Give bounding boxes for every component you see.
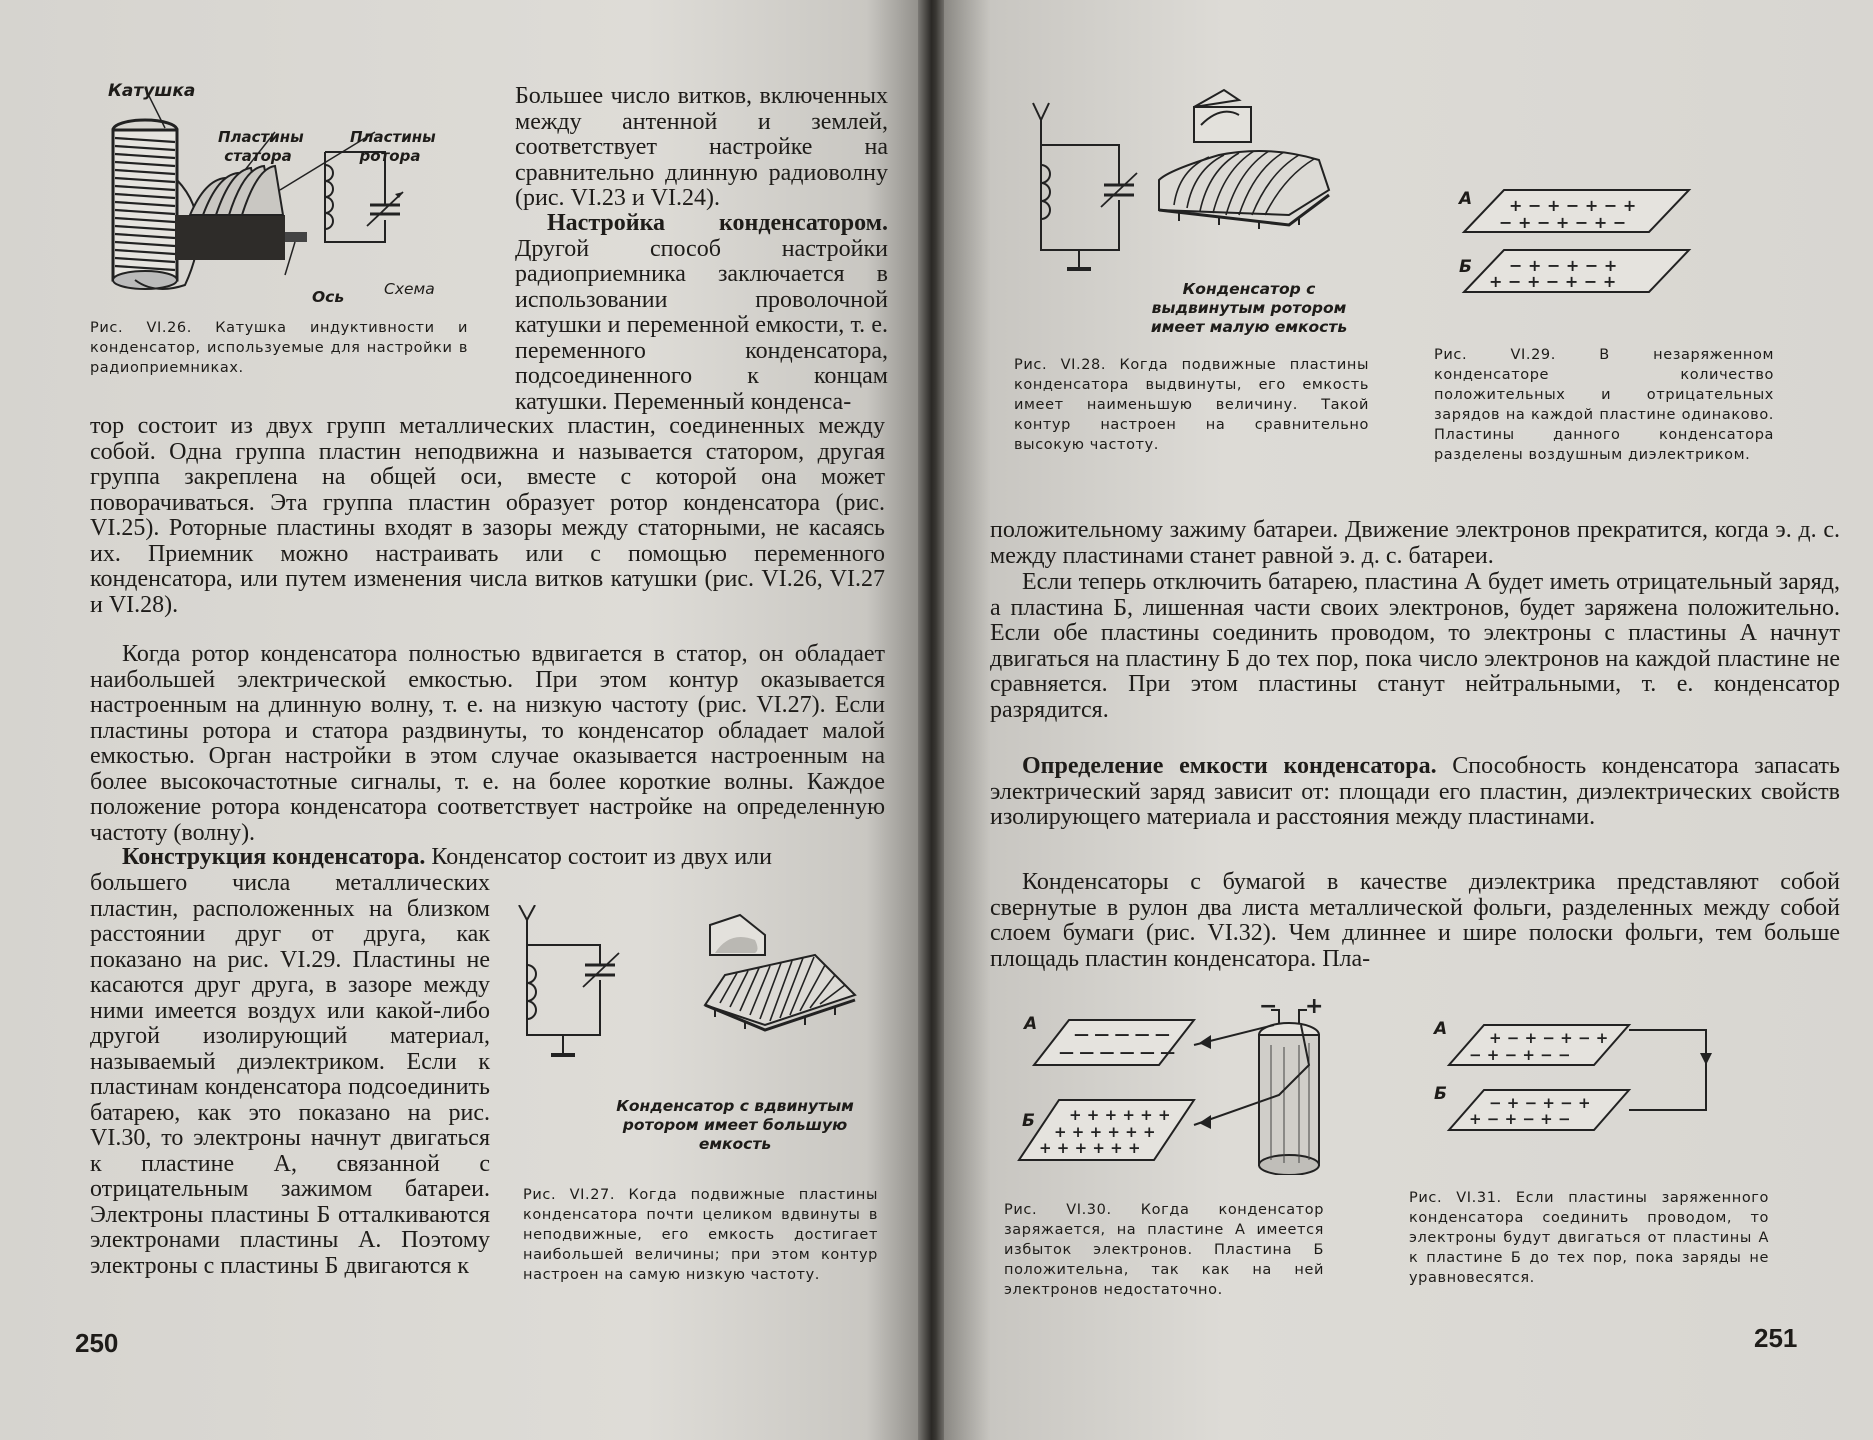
fig27-label: Конденсатор с вдвинутым ротором имеет большую емкость xyxy=(616,1097,854,1153)
fig30-plate-b: Б xyxy=(1022,1111,1035,1131)
tuning-text: Другой способ настройки радиоприемника заключается в использовании проволочной катушки и переменной емкости, т. е. переменного конденсатора, подсоединенного к концам катушки. Переменный конденса- xyxy=(515,235,888,415)
tuning-heading: Настройка конденсатором. xyxy=(547,210,888,236)
svg-text:− + − + − + −: − + − + − + − xyxy=(1499,213,1627,232)
fig29-plate-a: А xyxy=(1459,189,1473,209)
svg-text:+ − + − + −: + − + − + − xyxy=(1469,1110,1571,1128)
right-para-1: положительному зажиму батареи. Движение электронов прекратится, когда э. д. с. между пластинами станет равной э. д. с. батареи. xyxy=(990,517,1840,569)
right-para-2 xyxy=(990,570,1840,723)
svg-text:+ − + − + − +: + − + − + − + xyxy=(1489,272,1617,291)
svg-text:+ − + − + − +: + − + − + − + xyxy=(1489,1029,1609,1047)
capacity-para xyxy=(990,754,1840,831)
svg-text:+ − + − + − +: + − + − + − + xyxy=(1509,196,1637,215)
svg-text:− + − + − +: − + − + − + xyxy=(1489,1094,1591,1112)
right-para-2-text: Если теперь отключить батарею, пластина А будет иметь отрицательный заряд, а пластина Б, лишенная части своих электронов, будет заряжена положительно. Если обе пластины соединить проводом, то электроны с пластины А начнут двигаться на пластину Б до тех пор, пока число электронов на каждой пластине не сравняется. При этом пластины станут нейтральными, т. е. конденсатор разрядится. xyxy=(990,569,1840,723)
figure-vi27-drawing xyxy=(515,905,885,1095)
svg-text:− + − + − −: − + − + − − xyxy=(1469,1046,1571,1064)
fig26-label-coil: Катушка xyxy=(108,81,196,101)
svg-text:+ + + + + +: + + + + + + xyxy=(1054,1123,1156,1141)
construction-column: большего числа металлических пластин, расположенных на близком расстоянии друг от друга, как показано на рис. VI.29. Пластины не касаются друг друга, в зазоре между ними имеется воздух или какой-либо другой изолирующий материал, называемый диэлектриком. Если к пластинам конденсатора подсоединить батарею, как это показано на рис. VI.30, то электроны начнут двигаться к пластине А, связанной с отрицательным зажимом батареи. Электроны пластины Б отталкиваются электронами пластины А. Поэтому электроны с пластины Б двигаются к xyxy=(90,870,490,1279)
construction-heading: Конструкция конденсатора. xyxy=(122,844,426,870)
svg-text:+ + + + + +: + + + + + + xyxy=(1039,1139,1141,1157)
fig29-plate-b: Б xyxy=(1459,257,1472,277)
fig26-label-stator: Пластины статора xyxy=(218,128,304,165)
page-number-right: 251 xyxy=(1754,1323,1798,1353)
full-para-2 xyxy=(90,642,885,846)
construction-line xyxy=(90,845,885,871)
full-para-1: тор состоит из двух групп металлических пластин, соединенных между собой. Одна группа пластин неподвижна и называется статором, другая группа закреплена на общей оси, вместе с которой она может поворачиваться. Эта группа пластин образует ротор конденсатора (рис. VI.25). Роторные пластины входят в зазоры между статорными, не касаясь их. Приемник можно настраивать или с помощью переменного конденсатора, или путем изменения числа витков катушки (рис. VI.26, VI.27 и VI.28). xyxy=(90,413,885,618)
fig28-caption: Рис. VI.28. Когда подвижные пластины конденсатора выдвинуты, его емкость имеет наименьшую величину. Такой контур настроен на сравнительно высокую частоту. xyxy=(1014,357,1369,453)
right-para-4-text: Конденсаторы с бумагой в качестве диэлектрика представляют собой свернутые в рулон два листа металлической фольги, разделенных между собой слоем бумаги (рис. VI.32). Чем длиннее и шире полоски фольги, тем больше площадь пластин конденсатора. Пла- xyxy=(990,869,1840,972)
full-para-2-text: Когда ротор конденсатора полностью вдвигается в статор, он обладает наибольшей электрической емкостью. При этом контур оказывается настроенным на длинную волну, т. е. на низкую частоту (рис. VI.27). Если пластины ротора и статора раздвинуты, то конденсатор обладает малой емкостью. Орган настройки в этом случае оказывается настроенным на более высокочастотные сигналы, т. е. на более короткие волны. Каждое положение ротора конденсатора соответствует настройке на определенную частоту (волну). xyxy=(90,641,885,846)
figure-vi28-drawing xyxy=(1029,85,1359,290)
svg-text:— — — — — —: — — — — — — xyxy=(1059,1043,1176,1061)
svg-text:−: − xyxy=(1259,995,1278,1019)
fig31-plate-b: Б xyxy=(1434,1084,1447,1104)
col-para-turns: Большее число витков, включенных между антенной и землей, соответствует настройке на сравнительно длинную радиоволну (рис. VI.23 и VI.24). xyxy=(515,83,888,211)
svg-text:+ + + + + +: + + + + + + xyxy=(1069,1106,1171,1124)
figure-vi30-drawing xyxy=(1009,995,1339,1175)
fig28-label: Конденсатор с выдвинутым ротором имеет малую емкость xyxy=(1150,280,1348,336)
figure-vi26-drawing xyxy=(95,70,485,300)
svg-text:— — — — —: — — — — — xyxy=(1074,1025,1170,1043)
svg-text:+: + xyxy=(1305,995,1324,1019)
right-page xyxy=(944,0,1873,1440)
fig26-label-scheme: Схема xyxy=(384,280,435,298)
page-number-left: 250 xyxy=(75,1328,119,1358)
fig26-caption: Рис. VI.26. Катушка индуктивности и конденсатор, используемые для настройки в радиоприемниках. xyxy=(90,320,468,376)
capacity-text: Способность конденсатора запасать электрический заряд зависит от: площади его пластин, диэлектрических свойств изолирующего материала и расстояния между пластинами. xyxy=(990,753,1840,830)
fig30-caption: Рис. VI.30. Когда конденсатор заряжается, на пластине А имеется избыток электронов. Пластина Б положительна, так как на ней электронов недостаточно. xyxy=(1004,1202,1324,1298)
fig31-plate-a: А xyxy=(1434,1019,1448,1039)
fig30-plate-a: А xyxy=(1024,1014,1038,1034)
fig31-caption: Рис. VI.31. Если пластины заряженного конденсатора соединить проводом, то электроны будут двигаться от пластины А к пластине Б до тех пор, пока заряды не уравновесятся. xyxy=(1409,1190,1769,1286)
left-page xyxy=(0,0,922,1440)
fig26-label-rotor: Пластины ротора xyxy=(350,128,436,165)
figure-vi29-drawing xyxy=(1454,180,1754,310)
capacity-heading: Определение емкости конденсатора. xyxy=(1022,753,1437,779)
tuning-section xyxy=(515,211,888,415)
construction-tail: Конденсатор состоит из двух или xyxy=(431,844,773,870)
figure-vi31-drawing xyxy=(1434,1010,1734,1150)
svg-text:− + − + − +: − + − + − + xyxy=(1509,256,1618,275)
right-para-4 xyxy=(990,870,1840,972)
fig27-caption: Рис. VI.27. Когда подвижные пластины конденсатора почти целиком вдвинуты в неподвижные, его емкость достигает наибольшей величины; при этом контур настроен на самую низкую частоту. xyxy=(523,1187,878,1283)
fig26-label-axis: Ось xyxy=(312,288,345,306)
fig29-caption: Рис. VI.29. В незаряженном конденсаторе количество положительных и отрицательных зарядов на каждой пластине одинаково. Пластины данного конденсатора разделены воздушным диэлектриком. xyxy=(1434,347,1774,463)
